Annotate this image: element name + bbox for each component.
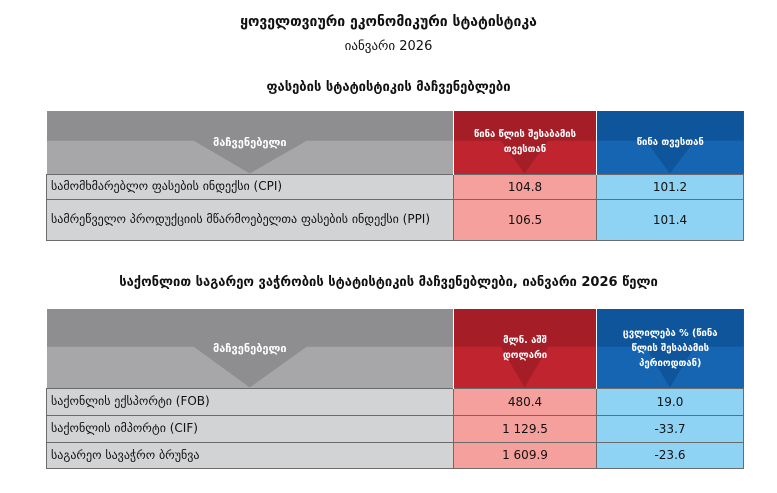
price-table: [46, 111, 744, 241]
table-row: [47, 199, 744, 240]
report-title: ყოველთვიური ეკონომიკური სტატისტიკა: [240, 14, 537, 30]
price-header-indicator: მაჩვენებელი: [47, 111, 454, 174]
price-header-yoy: წინა წლის შესაბამის თვესთან: [454, 111, 597, 174]
table-row: [47, 388, 744, 415]
row-label: სამომხმარებლო ფასების ინდექსი (CPI): [47, 174, 454, 199]
trade-header-value: მლნ. აშშ დოლარი: [454, 309, 597, 388]
price-header-mom: წინა თვესთან: [597, 111, 744, 174]
value-cell: 1 129.5: [454, 415, 597, 442]
value-cell: 1 609.9: [454, 442, 597, 468]
trade-section-title: საქონლით საგარეო ვაჭრობის სტატისტიკის მაჩვენებლები, იანვარი 2026 წელი: [119, 275, 658, 290]
value-cell: 19.0: [597, 388, 744, 415]
trade-header-indicator: მაჩვენებელი: [47, 309, 454, 388]
trade-header-change: ცვლილება % (წინა წლის შესაბამის პერიოდთან): [597, 309, 744, 388]
report-date: იანვარი 2026: [344, 39, 433, 54]
table-row: [47, 415, 744, 442]
value-cell: 101.2: [597, 174, 744, 199]
price-section-title: ფასების სტატისტიკის მაჩვენებლები: [266, 80, 511, 95]
value-cell: 106.5: [454, 199, 597, 240]
value-cell: 480.4: [454, 388, 597, 415]
row-label: საქონლის ექსპორტი (FOB): [47, 388, 454, 415]
row-label: სამრეწველო პროდუქციის მწარმოებელთა ფასების ინდექსი (PPI): [47, 199, 454, 240]
value-cell: -33.7: [597, 415, 744, 442]
value-cell: -23.6: [597, 442, 744, 468]
value-cell: 104.8: [454, 174, 597, 199]
table-row: [47, 174, 744, 199]
row-label: საქონლის იმპორტი (CIF): [47, 415, 454, 442]
trade-table: [46, 309, 744, 469]
row-label: საგარეო სავაჭრო ბრუნვა: [47, 442, 454, 468]
value-cell: 101.4: [597, 199, 744, 240]
table-row: [47, 442, 744, 468]
